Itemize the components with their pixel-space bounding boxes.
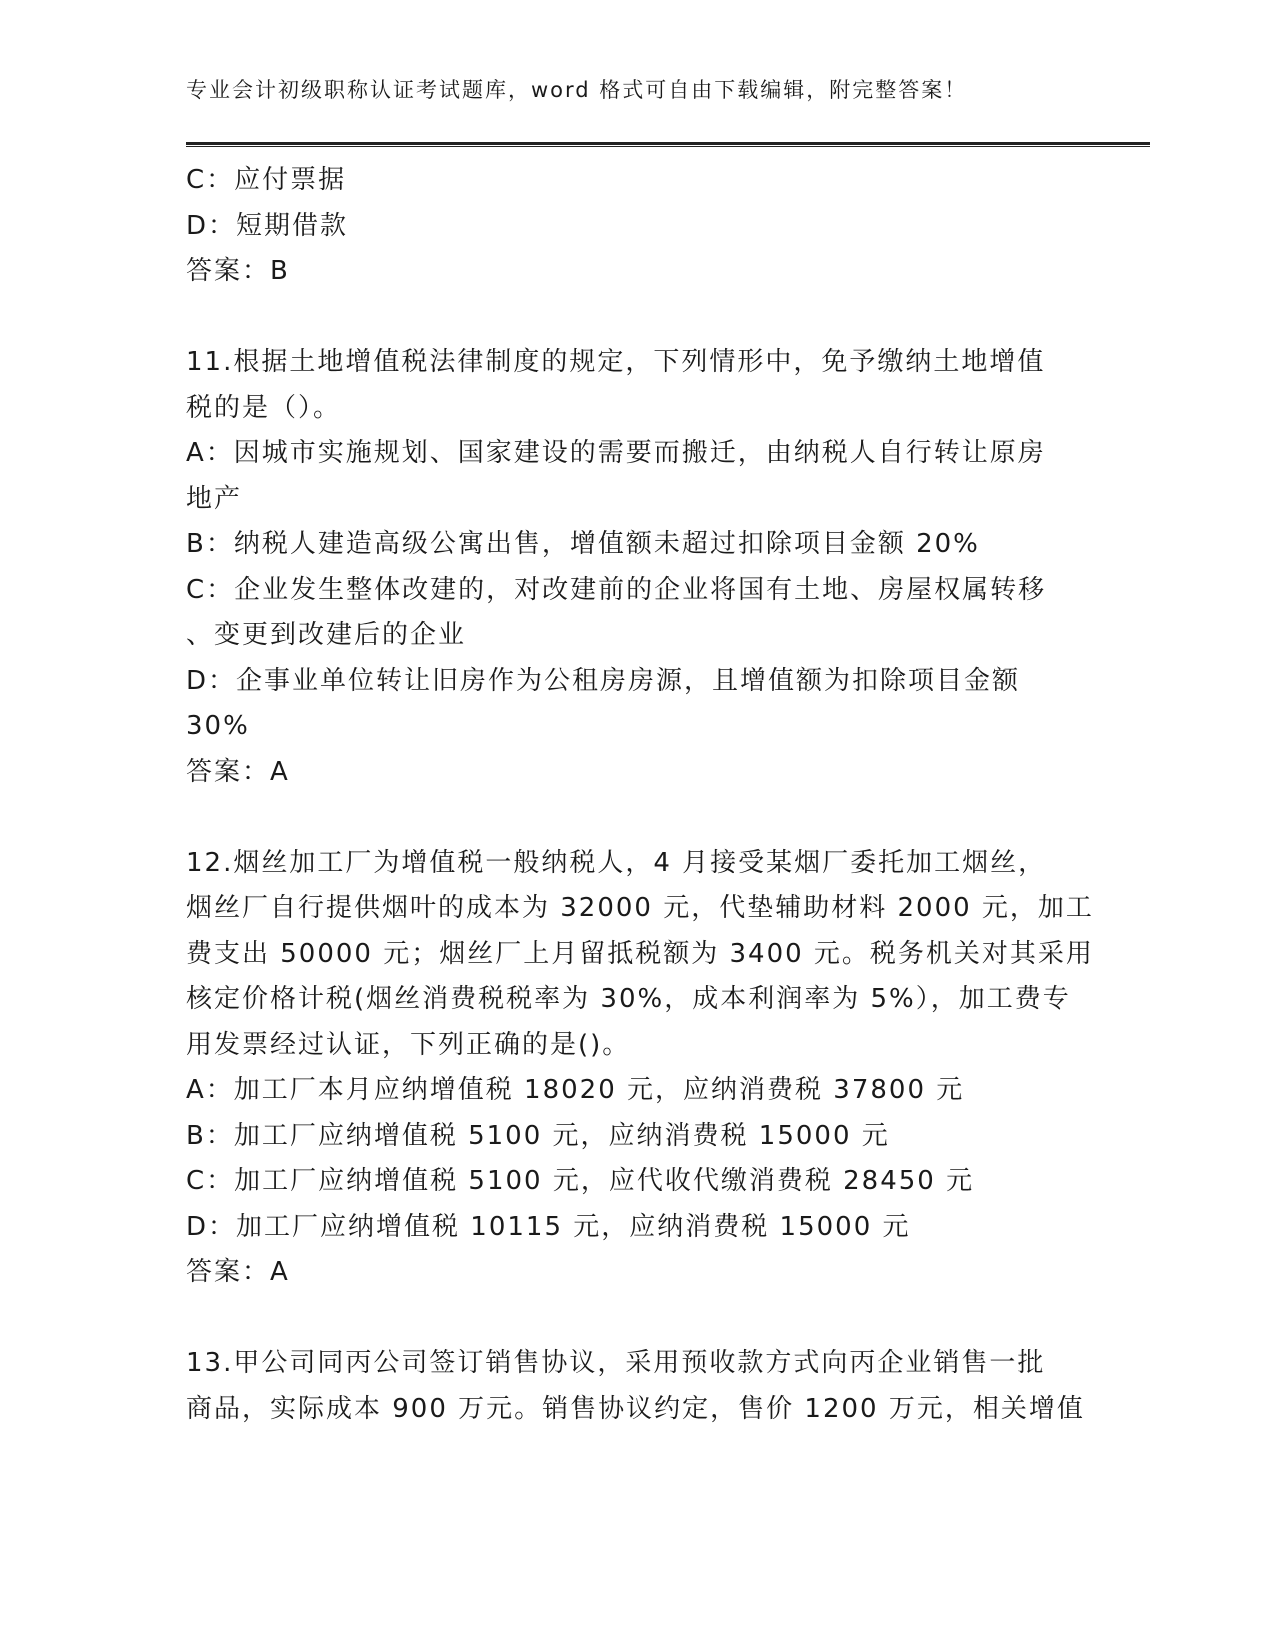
spacer <box>186 295 1086 341</box>
option-a-continued: 地产 <box>186 483 243 514</box>
question-stem-line: 11.根据土地增值税法律制度的规定，下列情形中，免予缴纳土地增值 <box>186 347 1046 377</box>
option-c: C：应付票据 <box>186 165 347 195</box>
question-stem-line: 用发票经过认证，下列正确的是()。 <box>186 1029 631 1060</box>
header-divider <box>186 142 1150 147</box>
option-d: D：加工厂应纳增值税 10115 元，应纳消费税 15000 元 <box>186 1211 911 1242</box>
spacer <box>186 1296 1086 1342</box>
question-13 <box>186 1341 1086 1432</box>
option-d-continued: 30% <box>186 711 250 741</box>
page-header: 专业会计初级职称认证考试题库，word 格式可自由下载编辑，附完整答案！ <box>186 78 968 102</box>
option-b: B：加工厂应纳增值税 5100 元，应纳消费税 15000 元 <box>186 1120 890 1151</box>
option-c: C：企业发生整体改建的，对改建前的企业将国有土地、房屋权属转移 <box>186 574 1047 605</box>
option-d: D：企事业单位转让旧房作为公租房房源，且增值额为扣除项目金额 <box>186 665 1021 696</box>
question-stem-line: 13.甲公司同丙公司签订销售协议，采用预收款方式向丙企业销售一批 <box>186 1348 1046 1378</box>
document-body <box>186 158 1094 1432</box>
previous-question-tail <box>186 158 1086 295</box>
question-12 <box>186 841 1094 1296</box>
question-stem-line: 费支出 50000 元；烟丝厂上月留抵税额为 3400 元。税务机关对其采用 <box>186 938 1094 969</box>
question-stem-line: 烟丝厂自行提供烟叶的成本为 32000 元，代垫辅助材料 2000 元，加工 <box>186 893 1094 923</box>
question-stem-line: 税的是（）。 <box>186 392 342 423</box>
question-11 <box>186 340 1086 795</box>
option-a: A：因城市实施规划、国家建设的需要而搬迁，由纳税人自行转让原房 <box>186 438 1046 468</box>
option-a: A：加工厂本月应纳增值税 18020 元，应纳消费税 37800 元 <box>186 1075 965 1105</box>
question-stem-line: 12.烟丝加工厂为增值税一般纳税人，4 月接受某烟厂委托加工烟丝， <box>186 847 1047 878</box>
option-c: C：加工厂应纳增值税 5100 元，应代收代缴消费税 28450 元 <box>186 1166 975 1196</box>
answer-line: 答案：B <box>186 256 290 286</box>
spacer <box>186 795 1086 841</box>
option-b: B：纳税人建造高级公寓出售，增值额未超过扣除项目金额 20% <box>186 529 980 559</box>
option-d: D：短期借款 <box>186 210 349 241</box>
question-stem-line: 核定价格计税(烟丝消费税税率为 30%，成本利润率为 5%），加工费专 <box>186 984 1071 1014</box>
answer-line: 答案：A <box>186 756 290 787</box>
option-c-continued: 、变更到改建后的企业 <box>186 620 467 650</box>
question-stem-line: 商品，实际成本 900 万元。销售协议约定，售价 1200 万元，相关增值 <box>186 1393 1085 1424</box>
answer-line: 答案：A <box>186 1257 290 1287</box>
